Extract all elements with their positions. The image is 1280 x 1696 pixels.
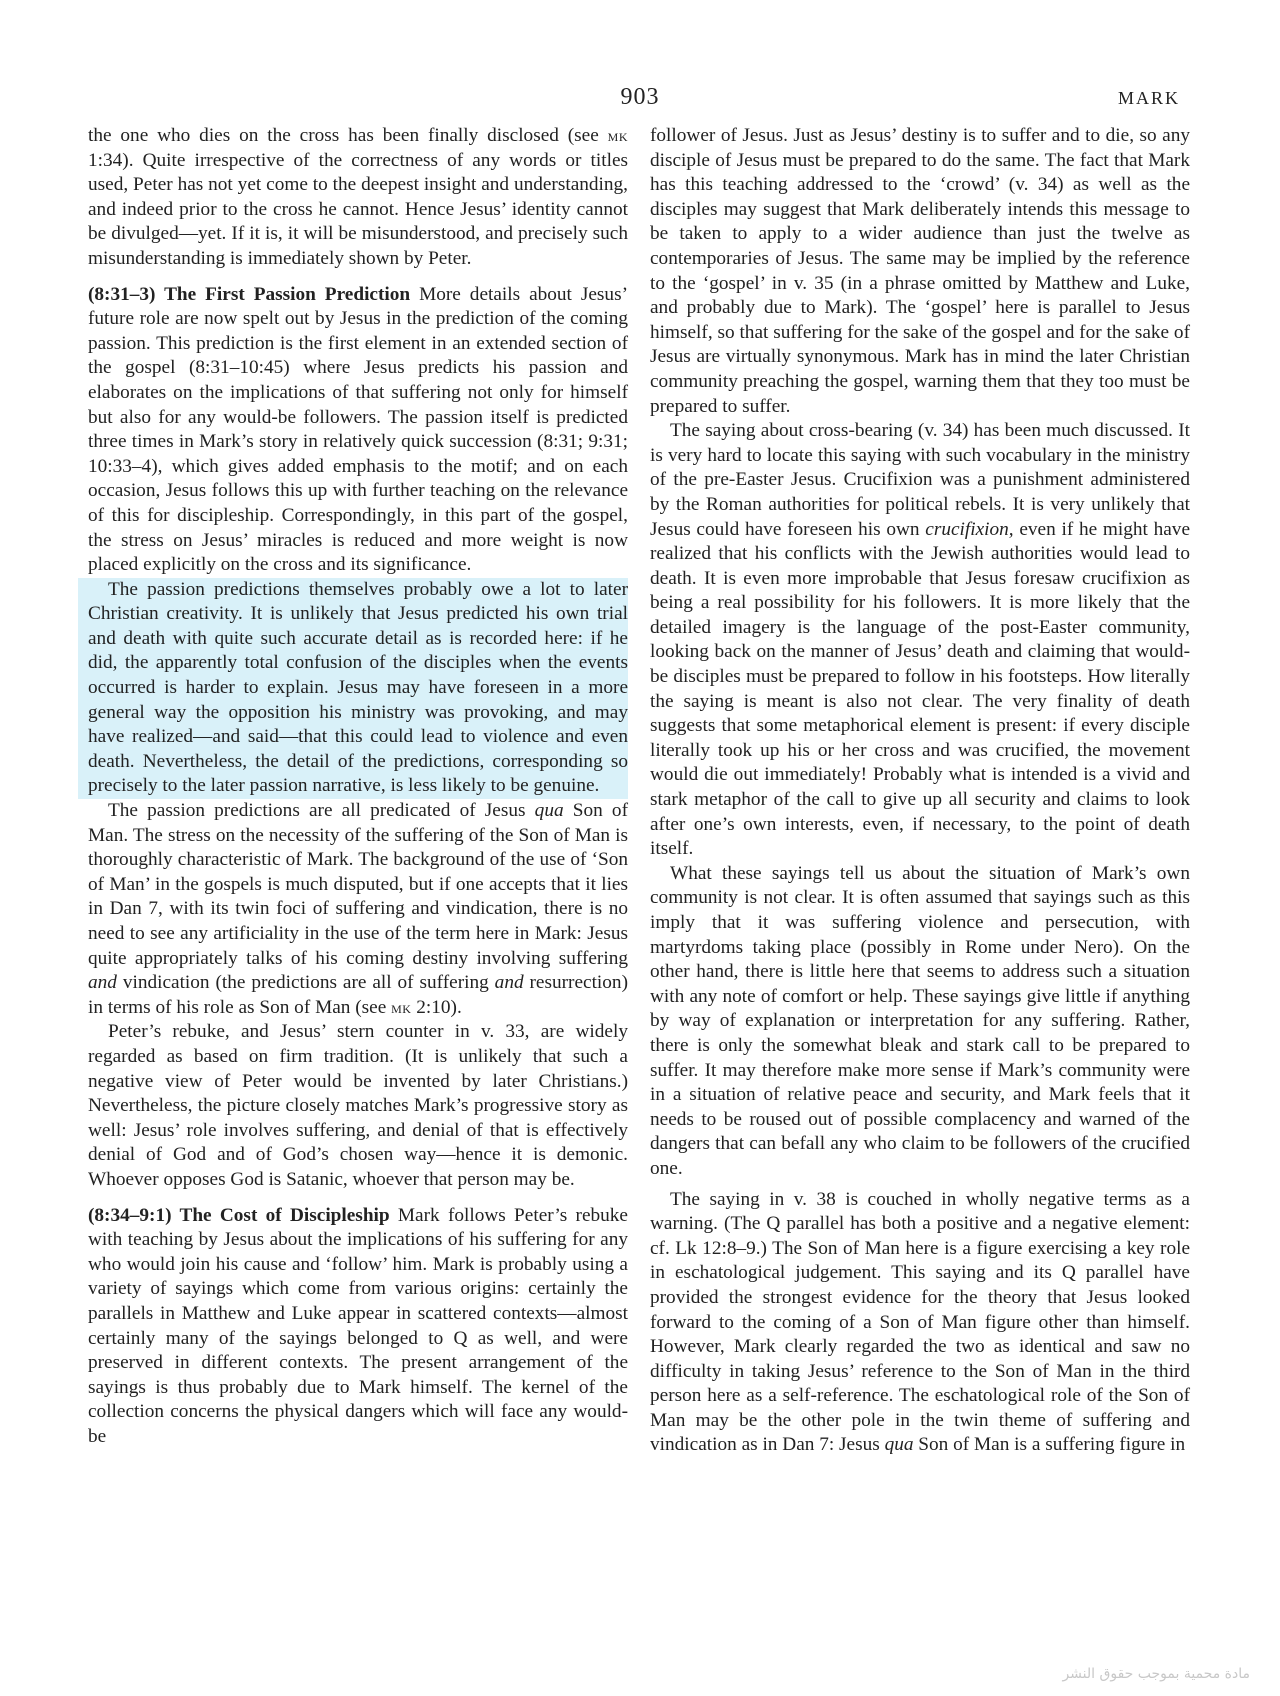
book-ref: mk <box>607 126 628 145</box>
highlighted-paragraph: The passion predictions themselves probably owe a lot to later Christian creativity. It is unlikely that Jesus predicted his own trial and death with quite such accurate detail as is recorded here: if he did, the apparently total confusion of the disciples when the events occurred is harder to explain. Jesus may have foreseen in a more general way the opposition his ministry was provoking, and may have realized—and said—that this could lead to violence and even death. Nevertheless, the detail of the predictions, corresponding so precisely to the later passion narrative, is less likely to be genuine. <box>78 578 628 799</box>
left-column <box>88 124 628 1449</box>
paragraph: The saying about cross-bearing (v. 34) has been much discussed. It is very hard to locate this saying with such vocabulary in the ministry of the pre-Easter Jesus. Crucifixion was a punishment administered by the Roman authorities for political rebels. It is very unlikely that Jesus could have foreseen his own crucifixion, even if he might have realized that his conflicts with the Jewish authorities would lead to death. It is even more improbable that Jesus foresaw crucifixion as being a real possibility for his followers. It is more likely that the detailed imagery is the language of the post-Easter community, looking back on the manner of Jesus’ death and claiming that would-be disciples must be prepared to follow in his footsteps. How literally the saying is meant is also not clear. The very finality of death suggests that some metaphorical element is present: if every disciple literally took up his or her cross and was crucified, the movement would die out immediately! Probably what is intended is a vivid and stark metaphor of the call to give up all security and claims to look after one’s own interests, even, if necessary, to the point of death itself. <box>650 420 1191 860</box>
copyright-watermark: مادة محمية بموجب حقوق النشر <box>1062 1666 1250 1682</box>
running-head: MARK <box>1117 88 1180 108</box>
section-cost-of-discipleship: (8:34–9:1) The Cost of Discipleship Mark follows Peter’s rebuke with teaching by Jesus about the implications of his suffering for any who would join his cause and ‘follow’ him. Mark is probably using a variety of sayings which come from various origins: certainly the parallels in Matthew and Luke appear in scattered contexts—almost certainly many of the sayings belonged to Q as well, and were preserved in different contexts. The present arrangement of the sayings is thus probably due to Mark himself. The kernel of the collection concerns the physical dangers which will face any would-be <box>88 1204 628 1447</box>
italic-word: crucifixion, <box>925 518 1014 540</box>
paragraph: What these sayings tell us about the situation of Mark’s own community is not clear. It is often assumed that sayings such as this imply that it was suffering violence and persecution, with martyrdoms taking place (possibly in Rome under Nero). On the other hand, there is little here that seems to address such a situation with any note of comfort or help. These sayings give little if anything by way of explanation or interpretation for any suffering. Rather, there is only the somewhat bleak and stark call to be prepared to suffer. It may therefore make more sense if Mark’s community were in a situation of relative peace and security, and Mark feels that it needs to be roused out of possible complacency and warned of the dangers that can befall any who claim to be followers of the crucified one. <box>650 862 1190 1179</box>
section-title: (8:31–3) The First Passion Prediction <box>88 283 411 305</box>
right-column <box>650 124 1190 1458</box>
book-ref: mk <box>391 997 412 1017</box>
paragraph: follower of Jesus. Just as Jesus’ destiny is to suffer and to die, so any disciple of Jesus must be prepared to do the same. The fact that Mark has this teaching addressed to the ‘crowd’ (v. 34) as well as the disciples may suggest that Mark deliberately intends this message to be taken to apply to a wider audience than just the twelve as contemporaries of Jesus. The same may be implied by the reference to the ‘gospel’ in v. 35 (in a phrase omitted by Matthew and Luke, and probably due to Mark). The ‘gospel’ here is parallel to Jesus himself, so that suffering for the sake of the gospel and for the sake of Jesus are virtually synonymous. Mark has in mind the later Christian community preaching the gospel, warning them that they too must be prepared to suffer. <box>650 125 1190 417</box>
italic-word: and <box>494 972 524 994</box>
section-first-passion-prediction: (8:31–3) The First Passion Prediction More details about Jesus’ future role are now spelt out by Jesus in the prediction of the coming passion. This prediction is the first element in an extended section of the gospel (8:31–10:45) where Jesus predicts his passion and elaborates on the implications of that suffering not only for himself but also for any would-be followers. The passion itself is predicted three times in Mark’s story in relatively quick succession (8:31; 9:31; 10:33–4), which gives added emphasis to the motif; and on each occasion, Jesus follows this up with further teaching on the relevance of this for discipleship. Correspondingly, in this part of the gospel, the stress on Jesus’ miracles is reduced and more weight is now placed explicitly on the cross and its significance. <box>88 283 628 576</box>
italic-word: qua <box>534 800 564 822</box>
paragraph: The passion predictions are all predicated of Jesus qua Son of Man. The stress on the necessity of the suffering of the Son of Man is thoroughly characteristic of Mark. The background of the use of ‘Son of Man’ in the gospels is much disputed, but if one accepts that it lies in Dan 7, with its twin foci of suffering and vindication, there is no need to see any artificiality in the use of the term here in Mark: Jesus quite appropriately talks of his coming destiny involving suffering and vindication (the predictions are all of suffering and resurrection) in terms of his role as Son of Man (see mk 2:10). <box>88 800 628 1018</box>
section-title: (8:34–9:1) The Cost of Discipleship <box>88 1204 390 1226</box>
paragraph: the one who dies on the cross has been finally disclosed (see mk 1:34). Quite irrespective of the correctness of any words or titles used, Peter has not yet come to the deepest insight and understanding, and indeed prior to the cross he cannot. Hence Jesus’ identity cannot be divulged—yet. If it is, it will be misunderstood, and precisely such misunderstanding is immediately shown by Peter. <box>88 125 628 269</box>
paragraph: The saying in v. 38 is couched in wholly negative terms as a warning. (The Q parallel has both a positive and a negative element: cf. Lk 12:8–9.) The Son of Man here is a figure exercising a key role in eschatological judgement. This saying and its Q parallel have provided the strongest evidence for the theory that Jesus looked forward to the coming of a Son of Man figure other than himself. However, Mark clearly regarded the two as identical and saw no difficulty in taking Jesus’ reference to the Son of Man in the third person here as a self-reference. The eschatological role of the Son of Man may be the other pole in the twin theme of suffering and vindication as in Dan 7: Jesus qua Son of Man is a suffering figure in <box>650 1188 1190 1456</box>
page-number: 903 <box>620 84 660 110</box>
italic-word: and <box>88 972 117 994</box>
paragraph: Peter’s rebuke, and Jesus’ stern counter in v. 33, are widely regarded as based on firm tradition. (It is unlikely that such a negative view of Peter would be invented by later Christians.) Nevertheless, the picture closely matches Mark’s progressive story as well: Jesus’ role involves suffering, and denial of that is effectively denial of God and of God’s chosen way—hence it is demonic. Whoever opposes God is Satanic, whoever that person may be. <box>88 1021 628 1190</box>
page-header <box>0 84 1280 112</box>
italic-word: qua <box>884 1434 914 1456</box>
